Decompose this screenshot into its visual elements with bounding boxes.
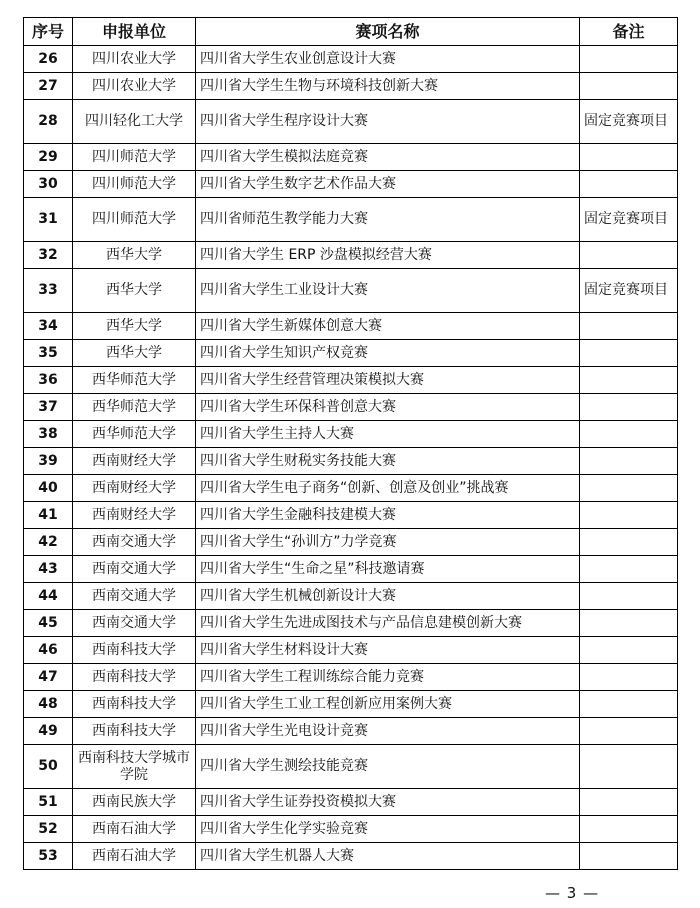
row-number: 32 — [24, 242, 73, 269]
row-note — [580, 745, 678, 789]
row-note — [580, 843, 678, 870]
table-row — [24, 789, 678, 816]
row-number: 36 — [24, 367, 73, 394]
table-row — [24, 502, 678, 529]
row-unit: 四川农业大学 — [73, 46, 196, 73]
row-number: 34 — [24, 313, 73, 340]
row-unit: 四川农业大学 — [73, 73, 196, 100]
row-number: 50 — [24, 745, 73, 789]
table-row — [24, 269, 678, 313]
row-competition-name: 四川省大学生工程训练综合能力竞赛 — [196, 664, 580, 691]
table-row — [24, 583, 678, 610]
row-number: 43 — [24, 556, 73, 583]
table-row — [24, 242, 678, 269]
header-note: 备注 — [580, 18, 678, 46]
table-row — [24, 46, 678, 73]
row-note: 固定竞赛项目 — [580, 100, 678, 144]
row-note — [580, 529, 678, 556]
table-row — [24, 448, 678, 475]
row-competition-name: 四川省大学生光电设计竞赛 — [196, 718, 580, 745]
row-unit: 西南科技大学 — [73, 691, 196, 718]
row-number: 42 — [24, 529, 73, 556]
row-unit: 四川师范大学 — [73, 144, 196, 171]
table-row — [24, 529, 678, 556]
row-competition-name: 四川省大学生机器人大赛 — [196, 843, 580, 870]
row-note — [580, 367, 678, 394]
row-number: 53 — [24, 843, 73, 870]
row-number: 35 — [24, 340, 73, 367]
row-unit: 西华师范大学 — [73, 421, 196, 448]
table-row — [24, 610, 678, 637]
competition-table — [23, 17, 678, 870]
header-unit: 申报单位 — [73, 18, 196, 46]
row-number: 37 — [24, 394, 73, 421]
row-competition-name: 四川省大学生程序设计大赛 — [196, 100, 580, 144]
row-note — [580, 46, 678, 73]
row-competition-name: 四川省大学生先进成图技术与产品信息建模创新大赛 — [196, 610, 580, 637]
row-number: 48 — [24, 691, 73, 718]
row-number: 33 — [24, 269, 73, 313]
table-row — [24, 718, 678, 745]
document-sheet — [23, 17, 677, 870]
row-note — [580, 556, 678, 583]
row-unit: 西南民族大学 — [73, 789, 196, 816]
row-competition-name: 四川省大学生金融科技建模大赛 — [196, 502, 580, 529]
row-competition-name: 四川省大学生主持人大赛 — [196, 421, 580, 448]
row-number: 29 — [24, 144, 73, 171]
row-note — [580, 171, 678, 198]
page-number: — 3 — — [545, 884, 600, 902]
row-competition-name: 四川省大学生电子商务“创新、创意及创业”挑战赛 — [196, 475, 580, 502]
row-note — [580, 583, 678, 610]
row-note — [580, 664, 678, 691]
row-competition-name: 四川省大学生机械创新设计大赛 — [196, 583, 580, 610]
row-competition-name: 四川省大学生知识产权竞赛 — [196, 340, 580, 367]
table-row — [24, 171, 678, 198]
row-number: 26 — [24, 46, 73, 73]
row-note — [580, 691, 678, 718]
row-competition-name: 四川省大学生工业工程创新应用案例大赛 — [196, 691, 580, 718]
row-note — [580, 144, 678, 171]
row-note — [580, 610, 678, 637]
row-number: 51 — [24, 789, 73, 816]
row-unit: 西华师范大学 — [73, 394, 196, 421]
row-unit: 西南交通大学 — [73, 529, 196, 556]
row-unit: 西南财经大学 — [73, 502, 196, 529]
row-competition-name: 四川省大学生经营管理决策模拟大赛 — [196, 367, 580, 394]
row-competition-name: 四川省大学生“生命之星”科技邀请赛 — [196, 556, 580, 583]
row-competition-name: 四川省大学生财税实务技能大赛 — [196, 448, 580, 475]
row-number: 49 — [24, 718, 73, 745]
table-row — [24, 556, 678, 583]
row-number: 27 — [24, 73, 73, 100]
row-competition-name: 四川省大学生环保科普创意大赛 — [196, 394, 580, 421]
row-unit: 四川轻化工大学 — [73, 100, 196, 144]
row-note — [580, 816, 678, 843]
row-unit: 西南石油大学 — [73, 843, 196, 870]
row-competition-name: 四川省大学生数字艺术作品大赛 — [196, 171, 580, 198]
row-note — [580, 394, 678, 421]
row-competition-name: 四川省大学生农业创意设计大赛 — [196, 46, 580, 73]
row-number: 40 — [24, 475, 73, 502]
table-row — [24, 637, 678, 664]
row-unit: 西南科技大学 — [73, 718, 196, 745]
row-note — [580, 637, 678, 664]
row-note — [580, 448, 678, 475]
row-competition-name: 四川省大学生“孙训方”力学竞赛 — [196, 529, 580, 556]
table-row — [24, 816, 678, 843]
table-row — [24, 198, 678, 242]
row-competition-name: 四川省师范生教学能力大赛 — [196, 198, 580, 242]
table-row — [24, 144, 678, 171]
row-number: 44 — [24, 583, 73, 610]
row-number: 46 — [24, 637, 73, 664]
table-row — [24, 664, 678, 691]
row-number: 41 — [24, 502, 73, 529]
row-unit: 西南财经大学 — [73, 475, 196, 502]
row-note — [580, 242, 678, 269]
row-competition-name: 四川省大学生新媒体创意大赛 — [196, 313, 580, 340]
row-competition-name: 四川省大学生模拟法庭竞赛 — [196, 144, 580, 171]
header-row — [24, 18, 678, 46]
row-competition-name: 四川省大学生化学实验竞赛 — [196, 816, 580, 843]
row-number: 38 — [24, 421, 73, 448]
row-unit: 西南财经大学 — [73, 448, 196, 475]
row-note — [580, 73, 678, 100]
row-unit: 西南科技大学 — [73, 664, 196, 691]
row-unit: 西南石油大学 — [73, 816, 196, 843]
row-unit: 西华师范大学 — [73, 367, 196, 394]
header-num: 序号 — [24, 18, 73, 46]
row-competition-name: 四川省大学生材料设计大赛 — [196, 637, 580, 664]
row-number: 31 — [24, 198, 73, 242]
row-unit: 西华大学 — [73, 269, 196, 313]
table-row — [24, 691, 678, 718]
row-note: 固定竞赛项目 — [580, 269, 678, 313]
table-row — [24, 100, 678, 144]
row-number: 52 — [24, 816, 73, 843]
row-unit: 西南科技大学城市学院 — [73, 745, 196, 789]
row-unit: 四川师范大学 — [73, 171, 196, 198]
row-unit: 西南科技大学 — [73, 637, 196, 664]
table-header — [24, 18, 678, 46]
row-unit: 西南交通大学 — [73, 556, 196, 583]
table-row — [24, 340, 678, 367]
table-row — [24, 73, 678, 100]
row-note — [580, 718, 678, 745]
row-number: 28 — [24, 100, 73, 144]
row-competition-name: 四川省大学生生物与环境科技创新大赛 — [196, 73, 580, 100]
table-row — [24, 421, 678, 448]
row-note: 固定竞赛项目 — [580, 198, 678, 242]
row-unit: 四川师范大学 — [73, 198, 196, 242]
table-body — [24, 46, 678, 870]
row-number: 45 — [24, 610, 73, 637]
row-unit: 西华大学 — [73, 313, 196, 340]
row-competition-name: 四川省大学生证券投资模拟大赛 — [196, 789, 580, 816]
row-note — [580, 313, 678, 340]
table-row — [24, 394, 678, 421]
table-row — [24, 475, 678, 502]
row-unit: 西华大学 — [73, 340, 196, 367]
table-row — [24, 367, 678, 394]
table-row — [24, 843, 678, 870]
row-unit: 西华大学 — [73, 242, 196, 269]
row-competition-name: 四川省大学生 ERP 沙盘模拟经营大赛 — [196, 242, 580, 269]
row-number: 30 — [24, 171, 73, 198]
row-number: 47 — [24, 664, 73, 691]
row-unit: 西南交通大学 — [73, 610, 196, 637]
row-note — [580, 789, 678, 816]
header-name: 赛项名称 — [196, 18, 580, 46]
table-row — [24, 313, 678, 340]
row-competition-name: 四川省大学生测绘技能竞赛 — [196, 745, 580, 789]
row-note — [580, 502, 678, 529]
row-note — [580, 421, 678, 448]
row-unit: 西南交通大学 — [73, 583, 196, 610]
row-competition-name: 四川省大学生工业设计大赛 — [196, 269, 580, 313]
row-number: 39 — [24, 448, 73, 475]
row-note — [580, 340, 678, 367]
table-row — [24, 745, 678, 789]
row-note — [580, 475, 678, 502]
